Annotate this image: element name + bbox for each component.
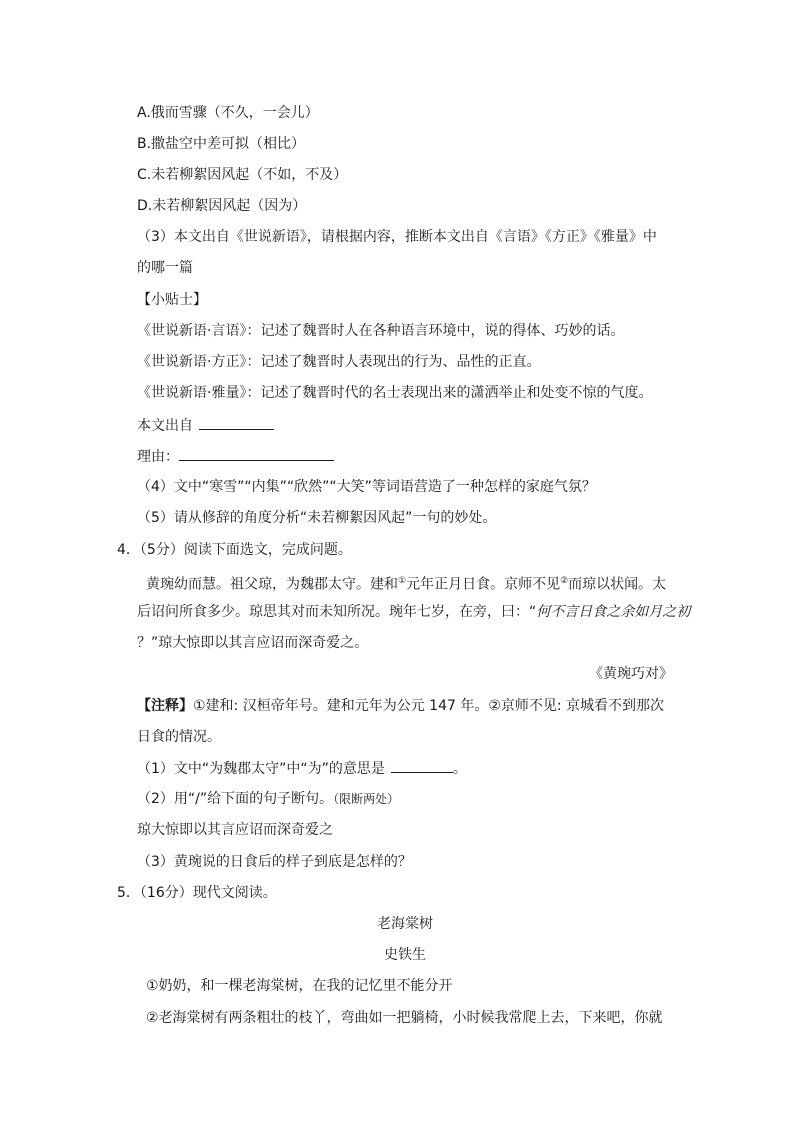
note-text: ①建和: 汉桓帝年号。建和元年为公元 147 年。②京师不见: 京城看不到那次 xyxy=(193,698,665,714)
q4-sub-2 xyxy=(137,789,399,809)
q4-sub-2-text: （2）用“/”给下面的句子断句。 xyxy=(137,791,334,807)
q4-sub-1-blank[interactable] xyxy=(391,758,453,773)
option-d: D.未若柳絮因风起（因为） xyxy=(137,198,307,214)
q4-sub-2-sentence: 琼大惊即以其言应诏而深奇爱之 xyxy=(137,822,333,838)
q4-sub-1 xyxy=(137,758,467,779)
article-paragraph-1: ①奶奶，和一棵老海棠树，在我的记忆里不能分开 xyxy=(146,978,453,994)
note-marker-1: ① xyxy=(398,576,407,586)
passage-source: 《黄琬巧对》 xyxy=(589,666,673,682)
reason-blank[interactable] xyxy=(179,446,334,461)
tip-yanyu: 《世说新语·言语》：记述了魏晋时人在各种语言环境中，说的得体、巧妙的话。 xyxy=(137,323,625,339)
q4-sub-2-note: （限断两处） xyxy=(333,792,400,806)
article-title: 老海棠树 xyxy=(377,916,433,932)
q4-sub-1-text: （1）文中“为魏郡太守”中“为”的意思是 xyxy=(137,761,385,777)
sub-question-3-line1: （3）本文出自《世说新语》，请根据内容，推断本文出自《言语》《方正》《雅量》中 xyxy=(137,229,657,245)
option-b: B.撒盐空中差可拟（相比） xyxy=(137,136,306,152)
tip-title: 【小贴士】 xyxy=(137,292,207,308)
reason-answer-line xyxy=(137,446,334,467)
note-line-2: 日食的情况。 xyxy=(137,729,221,745)
passage-text: 而琼以状闻。太 xyxy=(568,576,667,593)
passage-text: 元年正月日食。京师不见 xyxy=(406,576,561,593)
passage-text: 黄琬幼而慧。祖父琼，为魏郡太守。建和 xyxy=(146,576,398,593)
sub-question-5: （5）请从修辞的角度分析“未若柳絮因风起”一句的妙处。 xyxy=(137,510,497,526)
passage-line-2 xyxy=(137,602,690,622)
sub-question-3-line2: 的哪一篇 xyxy=(137,260,193,276)
reason-label: 理由： xyxy=(137,449,179,465)
passage-line-3: ？”琼大惊即以其言应诏而深奇爱之。 xyxy=(137,635,369,651)
tip-fangzheng: 《世说新语·方正》：记述了魏晋时人表现出的行为、品性的正直。 xyxy=(137,354,541,370)
source-label: 本文出自 xyxy=(137,418,193,434)
note-marker-2: ② xyxy=(560,576,569,586)
q4-sub-1-end: 。 xyxy=(452,761,467,777)
sub-question-4: （4）文中“寒雪”“内集”“欣然”“大笑”等词语营造了一种怎样的家庭气氛？ xyxy=(137,479,596,495)
question-4-header: 4．（5分）阅读下面选文，完成问题。 xyxy=(117,542,352,558)
option-a: A.俄而雪骤（不久，一会儿） xyxy=(137,105,319,121)
option-c: C.未若柳絮因风起（不如，不及） xyxy=(137,167,348,183)
question-5-header: 5．（16分）现代文阅读。 xyxy=(117,885,277,901)
q4-sub-3: （3）黄琬说的日食后的样子到底是怎样的？ xyxy=(137,854,412,870)
article-author: 史铁生 xyxy=(384,947,426,963)
passage-quote: 何不言日食之余如月之初 xyxy=(536,604,691,620)
passage-text: 后诏问所食多少。琼思其对而未知所况。琬年七岁，在旁，曰：“ xyxy=(137,604,537,620)
source-blank[interactable] xyxy=(199,415,274,430)
passage-line-1 xyxy=(146,571,666,595)
source-answer-line xyxy=(137,415,274,436)
note-line-1 xyxy=(137,696,664,716)
tip-yaliang: 《世说新语·雅量》：记述了魏晋时代的名士表现出来的潇洒举止和处变不惊的气度。 xyxy=(137,385,653,401)
note-label: 【注释】 xyxy=(137,698,193,714)
article-paragraph-2: ②老海棠树有两条粗壮的枝丫，弯曲如一把躺椅，小时候我常爬上去，下来吧，你就 xyxy=(146,1010,663,1026)
